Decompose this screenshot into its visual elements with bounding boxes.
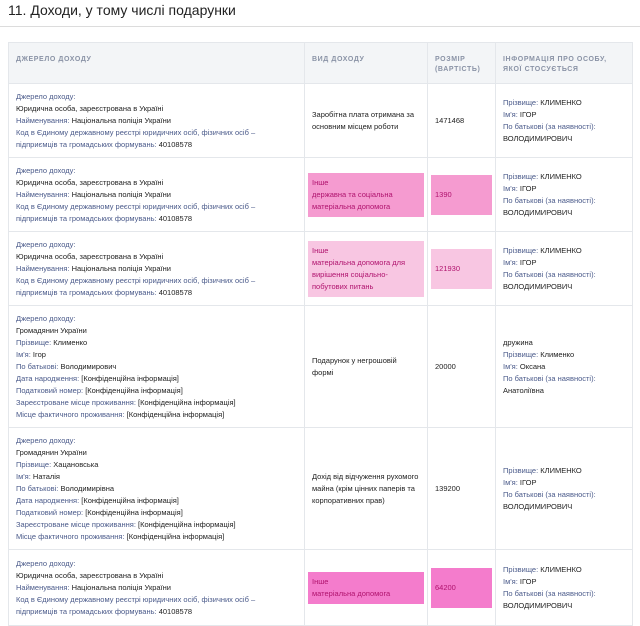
highlighted-income-type — [308, 241, 424, 297]
person-field-label: Прізвище: — [503, 245, 539, 255]
person-line — [503, 337, 625, 349]
person-line — [503, 373, 625, 385]
person-field-label: Прізвище: — [503, 97, 539, 107]
income-type-cell — [305, 306, 428, 428]
source-line — [16, 127, 297, 139]
person-field-label: Ім'я: — [503, 109, 518, 119]
column-header-person-line2: ЯКОЇ СТОСУЄТЬСЯ — [503, 66, 579, 73]
income-type-line: Інше — [312, 177, 329, 187]
source-line — [16, 275, 297, 287]
person-field-label: По батькові (за наявності): — [503, 195, 596, 205]
source-line — [16, 409, 297, 421]
source-line — [16, 373, 297, 385]
person-field-value: ІГОР — [519, 576, 537, 586]
person-line — [503, 465, 625, 477]
person-info-cell — [496, 158, 633, 232]
field-value: Національна поліція України — [71, 263, 171, 273]
field-label: підприємців та громадських формувань: — [16, 287, 157, 297]
person-line — [503, 171, 625, 183]
source-line: Громадянин України — [16, 447, 87, 457]
field-value: 40108578 — [158, 287, 193, 297]
table-body — [9, 84, 633, 626]
table-row — [9, 550, 633, 626]
person-line — [503, 281, 625, 293]
table-row — [9, 232, 633, 306]
source-line — [16, 337, 297, 349]
field-label: Податковий номер: — [16, 507, 84, 517]
person-field-value: Клименко — [540, 349, 575, 359]
income-amount-cell — [428, 232, 496, 306]
income-amount: 1390 — [431, 175, 492, 215]
source-line — [16, 361, 297, 373]
field-label: Зареєстроване місце проживання: — [16, 397, 136, 407]
source-line — [16, 471, 297, 483]
person-field-value: КЛИМЕНКО — [540, 97, 582, 107]
person-line — [503, 361, 625, 373]
income-type-line: побутових питань — [312, 281, 374, 291]
person-info-cell — [496, 306, 633, 428]
field-value: Володимирович — [60, 361, 117, 371]
person-line — [503, 489, 625, 501]
person-line — [503, 97, 625, 109]
field-value: Національна поліція України — [71, 189, 171, 199]
column-header-person-line1: ІНФОРМАЦІЯ ПРО ОСОБУ, — [503, 56, 607, 63]
source-line: Юридична особа, зареєстрована в Україні — [16, 570, 164, 580]
field-label: По батькові: — [16, 483, 59, 493]
source-line — [16, 606, 297, 618]
field-label: Найменування: — [16, 115, 70, 125]
income-table — [8, 42, 633, 626]
person-info-cell — [496, 550, 633, 626]
field-label: Найменування: — [16, 582, 70, 592]
person-field-label: Ім'я: — [503, 361, 518, 371]
person-line — [503, 600, 625, 612]
person-field-label: По батькові (за наявності): — [503, 121, 596, 131]
field-value: [Конфіденційна інформація] — [126, 531, 225, 541]
source-line: Джерело доходу: — [16, 91, 76, 101]
income-amount-cell — [428, 158, 496, 232]
person-field-value: ІГОР — [519, 257, 537, 267]
field-label: Ім'я: — [16, 471, 31, 481]
income-type-cell — [305, 84, 428, 158]
field-label: Код в Єдиному державному реєстрі юридичних осіб, фізичних осіб – — [16, 275, 256, 285]
field-value: [Конфіденційна інформація] — [81, 495, 179, 505]
person-field-value: КЛИМЕНКО — [540, 465, 582, 475]
income-source-cell — [9, 158, 305, 232]
field-value: [Конфіденційна інформація] — [138, 397, 236, 407]
person-field-value: ВОЛОДИМИРОВИЧ — [503, 281, 573, 291]
person-field-label: По батькові (за наявності): — [503, 373, 596, 383]
source-line — [16, 201, 297, 213]
person-field-label: По батькові (за наявності): — [503, 489, 596, 499]
field-label: підприємців та громадських формувань: — [16, 606, 157, 616]
income-source-cell — [9, 232, 305, 306]
field-value: Володимирівна — [60, 483, 115, 493]
income-type-text: Подарунок у негрошовій формі — [312, 355, 397, 377]
source-line — [16, 397, 297, 409]
person-field-label: По батькові (за наявності): — [503, 269, 596, 279]
source-line — [16, 507, 297, 519]
person-field-label: Прізвище: — [503, 171, 539, 181]
field-label: Місце фактичного проживання: — [16, 531, 125, 541]
person-field-label: Прізвище: — [503, 564, 539, 574]
person-line — [503, 564, 625, 576]
source-line — [16, 385, 297, 397]
income-amount: 20000 — [435, 361, 456, 371]
highlighted-income-type — [308, 173, 424, 217]
source-line: Джерело доходу: — [16, 558, 76, 568]
income-type-line: матеріальна допомога — [312, 588, 391, 598]
field-value: 40108578 — [158, 213, 193, 223]
field-label: Найменування: — [16, 263, 70, 273]
person-line — [503, 207, 625, 219]
field-value: [Конфіденційна інформація] — [85, 385, 183, 395]
source-line — [16, 263, 297, 275]
field-value: Ігор — [32, 349, 46, 359]
source-line — [16, 582, 297, 594]
field-label: По батькові: — [16, 361, 59, 371]
field-value: Національна поліція України — [71, 582, 171, 592]
income-type-cell — [305, 232, 428, 306]
person-line — [503, 245, 625, 257]
person-field-label: Ім'я: — [503, 257, 518, 267]
person-line — [503, 588, 625, 600]
field-value: [Конфіденційна інформація] — [138, 519, 236, 529]
field-label: Дата народження: — [16, 495, 80, 505]
person-field-value: КЛИМЕНКО — [540, 564, 582, 574]
income-type-text: Заробітна плата отримана за основним місцем роботи — [312, 109, 415, 131]
source-line — [16, 213, 297, 225]
column-header-amount-line2: (ВАРТІСТЬ) — [435, 66, 481, 73]
source-line — [16, 189, 297, 201]
source-line: Юридична особа, зареєстрована в Україні — [16, 251, 164, 261]
source-line — [16, 287, 297, 299]
person-field-label: По батькові (за наявності): — [503, 588, 596, 598]
income-amount-cell — [428, 428, 496, 550]
person-field-label: Прізвище: — [503, 349, 539, 359]
field-value: 40108578 — [158, 139, 193, 149]
person-line — [503, 257, 625, 269]
person-field-value: КЛИМЕНКО — [540, 171, 582, 181]
income-amount-cell — [428, 306, 496, 428]
title-divider — [0, 26, 640, 27]
income-type-line: Інше — [312, 576, 329, 586]
field-value: [Конфіденційна інформація] — [85, 507, 183, 517]
field-label: Прізвище: — [16, 337, 52, 347]
field-label: Код в Єдиному державному реєстрі юридичних осіб, фізичних осіб – — [16, 594, 256, 604]
income-type-line: державна та соціальна — [312, 189, 393, 199]
income-type-line: матеріальна допомога для — [312, 257, 406, 267]
person-field-value: дружина — [503, 337, 533, 347]
person-field-label: Прізвище: — [503, 465, 539, 475]
person-info-cell — [496, 428, 633, 550]
income-source-cell — [9, 550, 305, 626]
person-field-value: ВОЛОДИМИРОВИЧ — [503, 600, 573, 610]
field-label: Код в Єдиному державному реєстрі юридичних осіб, фізичних осіб – — [16, 127, 256, 137]
person-line — [503, 501, 625, 513]
person-line — [503, 133, 625, 145]
person-field-label: Ім'я: — [503, 183, 518, 193]
source-line — [16, 349, 297, 361]
person-field-value: ВОЛОДИМИРОВИЧ — [503, 501, 573, 511]
field-label: Ім'я: — [16, 349, 31, 359]
field-label: Податковий номер: — [16, 385, 84, 395]
field-value: 40108578 — [158, 606, 193, 616]
field-label: підприємців та громадських формувань: — [16, 213, 157, 223]
field-value: Хацановська — [53, 459, 99, 469]
column-header-source: ДЖЕРЕЛО ДОХОДУ — [9, 43, 305, 84]
field-value: [Конфіденційна інформація] — [81, 373, 179, 383]
person-line — [503, 269, 625, 281]
person-field-value: ІГОР — [519, 183, 537, 193]
table-header-row — [9, 43, 633, 84]
person-line — [503, 183, 625, 195]
income-type-cell — [305, 550, 428, 626]
income-amount-cell — [428, 550, 496, 626]
source-line: Юридична особа, зареєстрована в Україні — [16, 103, 164, 113]
source-line — [16, 594, 297, 606]
section-title: 11. Доходи, у тому числі подарунки — [8, 2, 236, 18]
person-field-value: Оксана — [519, 361, 546, 371]
source-line: Громадянин України — [16, 325, 87, 335]
source-line — [16, 139, 297, 151]
income-type-cell — [305, 158, 428, 232]
source-line — [16, 519, 297, 531]
income-source-cell — [9, 306, 305, 428]
income-type-line: матеріальна допомога — [312, 201, 391, 211]
table-row — [9, 428, 633, 550]
field-label: Дата народження: — [16, 373, 80, 383]
income-amount: 121930 — [431, 249, 492, 289]
field-label: Найменування: — [16, 189, 70, 199]
income-source-cell — [9, 428, 305, 550]
source-line: Джерело доходу: — [16, 435, 76, 445]
field-label: Код в Єдиному державному реєстрі юридичних осіб, фізичних осіб – — [16, 201, 256, 211]
income-amount: 139200 — [435, 483, 461, 493]
person-field-value: ІГОР — [519, 477, 537, 487]
field-value: [Конфіденційна інформація] — [126, 409, 225, 419]
person-line — [503, 195, 625, 207]
income-amount-cell — [428, 84, 496, 158]
field-value: Клименко — [53, 337, 88, 347]
person-info-cell — [496, 232, 633, 306]
income-type-line: Інше — [312, 245, 329, 255]
table-row — [9, 84, 633, 158]
field-label: Зареєстроване місце проживання: — [16, 519, 136, 529]
income-type-line: вирішення соціально- — [312, 269, 388, 279]
income-amount: 64200 — [431, 568, 492, 608]
table-row — [9, 158, 633, 232]
person-field-value: ВОЛОДИМИРОВИЧ — [503, 133, 573, 143]
person-field-value: КЛИМЕНКО — [540, 245, 582, 255]
column-header-amount-line1: РОЗМІР — [435, 56, 466, 63]
person-line — [503, 349, 625, 361]
source-line: Юридична особа, зареєстрована в Україні — [16, 177, 164, 187]
source-line: Джерело доходу: — [16, 313, 76, 323]
field-label: Місце фактичного проживання: — [16, 409, 125, 419]
person-line — [503, 385, 625, 397]
person-field-label: Ім'я: — [503, 477, 518, 487]
person-line — [503, 576, 625, 588]
source-line — [16, 495, 297, 507]
source-line — [16, 115, 297, 127]
income-type-text: Дохід від відчуження рухомого майна (крім цінних паперів та корпоративних прав) — [312, 471, 419, 505]
highlighted-income-type — [308, 572, 424, 604]
table-row — [9, 306, 633, 428]
person-field-label: Ім'я: — [503, 576, 518, 586]
income-amount: 1471468 — [435, 115, 465, 125]
field-value: Наталія — [32, 471, 60, 481]
person-line — [503, 121, 625, 133]
person-field-value: ВОЛОДИМИРОВИЧ — [503, 207, 573, 217]
source-line — [16, 459, 297, 471]
field-label: Прізвище: — [16, 459, 52, 469]
person-line — [503, 109, 625, 121]
source-line: Джерело доходу: — [16, 165, 76, 175]
person-field-value: ІГОР — [519, 109, 537, 119]
column-header-type: ВИД ДОХОДУ — [305, 43, 428, 84]
person-line — [503, 477, 625, 489]
source-line: Джерело доходу: — [16, 239, 76, 249]
income-type-cell — [305, 428, 428, 550]
person-info-cell — [496, 84, 633, 158]
column-header-amount — [428, 43, 496, 84]
income-source-cell — [9, 84, 305, 158]
person-field-value: Анатоліївна — [503, 385, 544, 395]
source-line — [16, 531, 297, 543]
source-line — [16, 483, 297, 495]
column-header-person — [496, 43, 633, 84]
field-value: Національна поліція України — [71, 115, 171, 125]
field-label: підприємців та громадських формувань: — [16, 139, 157, 149]
